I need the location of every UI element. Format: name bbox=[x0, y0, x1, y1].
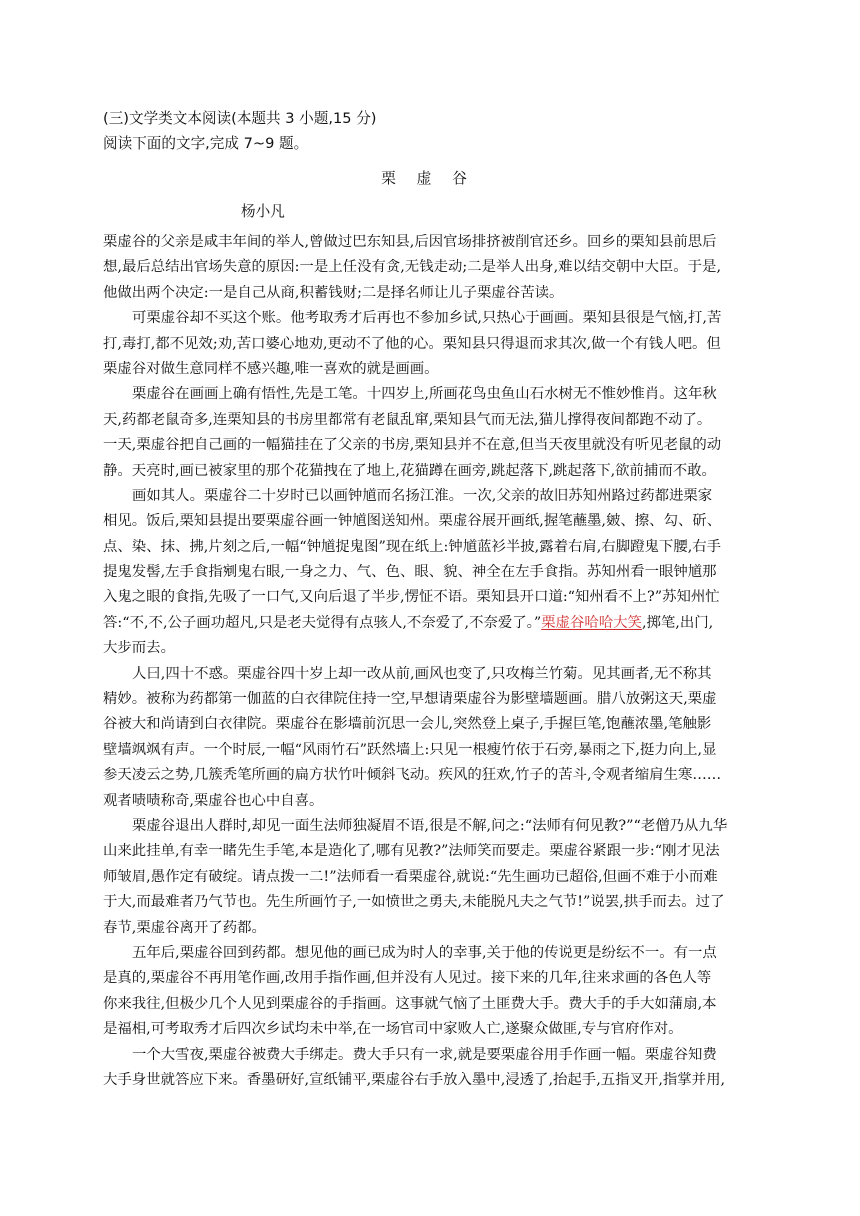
paragraph-line: 人曰,四十不惑。栗虚谷四十岁上却一改从前,画风也变了,只攻梅兰竹菊。见其画者,无不称其 bbox=[132, 665, 712, 682]
paragraph-line: 入鬼之眼的食指,先吸了一口气,又向后退了半步,愣怔不语。栗知县开口道:“知州看不上?”苏知州忙 bbox=[103, 589, 720, 606]
paragraph-line: 师皱眉,愚作定有破绽。请点拨一二!”法师看一看栗虚谷,就说:“先生画功已超俗,但画不难于小而难 bbox=[103, 868, 718, 885]
paragraph-line: 谷被大和尚请到白衣律院。栗虚谷在影墙前沉思一会儿,突然登上桌子,手握巨笔,饱蘸浓墨,笔触影 bbox=[103, 716, 712, 733]
paragraph-line: 静。天亮时,画已被家里的那个花猫拽在了地上,花猫蹲在画旁,跳起落下,跳起落下,欲前捕而不敢。 bbox=[103, 462, 716, 479]
paragraph-3 bbox=[103, 382, 753, 484]
paragraph-line-with-highlight bbox=[103, 611, 753, 636]
paragraph-1 bbox=[103, 230, 753, 306]
paragraph-line: 栗虚谷对做生意同样不感兴趣,唯一喜欢的就是画画。 bbox=[103, 360, 439, 377]
paragraph-line: 是福相,可考取秀才后四次乡试均未中举,在一场官司中家败人亡,遂聚众做匪,专与官府作对。 bbox=[103, 1021, 683, 1038]
paragraph-line: 栗虚谷退出人群时,却见一面生法师独凝眉不语,很是不解,问之:“法师有何见教?”“老僧乃从九华 bbox=[132, 817, 728, 834]
paragraph-5 bbox=[103, 662, 753, 814]
paragraph-line: 春节,栗虚谷离开了药都。 bbox=[103, 919, 266, 936]
instruction-text: 阅读下面的文字,完成 7~9 题。 bbox=[103, 135, 309, 152]
paragraph-line: 参天凌云之势,几簇秃笔所画的扁方状竹叶倾斜飞动。疾风的狂欢,竹子的苦斗,令观者缩肩生寒…… bbox=[103, 767, 722, 784]
story-title bbox=[103, 166, 753, 191]
author-name: 杨小凡 bbox=[241, 203, 285, 220]
paragraph-line: 相见。饭后,栗知县提出要栗虚谷画一钟馗图送知州。栗虚谷展开画纸,握笔蘸墨,皴、擦、勾、斫、 bbox=[103, 513, 722, 530]
paragraph-line: 大手身世就答应下来。香墨研好,宣纸铺平,栗虚谷右手放入墨中,浸透了,抬起手,五指叉开,指掌并用, bbox=[103, 1071, 726, 1088]
paragraph-line: 你来我往,但极少几个人见到栗虚谷的手指画。这事就气恼了土匪费大手。费大手的手大如蒲扇,本 bbox=[103, 995, 717, 1012]
section-title: (三)文学类文本阅读(本题共 3 小题,15 分) bbox=[103, 110, 377, 127]
paragraph-4 bbox=[103, 484, 753, 662]
paragraph-line: 天,药都老鼠奇多,连栗知县的书房里都常有老鼠乱窜,栗知县气而无法,猫儿撑得夜间都跑不动了。 bbox=[103, 411, 712, 428]
paragraph-line: 栗虚谷在画画上确有悟性,先是工笔。十四岁上,所画花鸟虫鱼山石水树无不惟妙惟肖。这年秋 bbox=[132, 386, 717, 403]
paragraph-line: 打,毒打,都不见效;劝,苦口婆心地劝,更动不了他的心。栗知县只得退而求其次,做一个有钱人吧。但 bbox=[103, 335, 721, 352]
highlighted-phrase: 栗虚谷哈哈大笑 bbox=[541, 614, 642, 631]
document-body bbox=[103, 106, 753, 1093]
paragraph-line: 于大,而最难者乃气节也。先生所画竹子,一如愤世之勇夫,未能脱凡夫之气节!”说罢,拱手而去。过了 bbox=[103, 894, 725, 911]
paragraph-line: 可栗虚谷却不买这个账。他考取秀才后再也不参加乡试,只热心于画画。栗知县很是气恼,打,苦 bbox=[132, 310, 722, 327]
paragraph-line-tail: ,掷笔,出门, bbox=[641, 614, 714, 631]
paragraph-line: 是真的,栗虚谷不再用笔作画,改用手指作画,但并没有人见过。接下来的几年,往来求画的各色人等 bbox=[103, 970, 712, 987]
paragraph-line: 一个大雪夜,栗虚谷被费大手绑走。费大手只有一求,就是要栗虚谷用手作画一幅。栗虚谷知费 bbox=[132, 1046, 717, 1063]
paragraph-line: 一天,栗虚谷把自己画的一幅猫挂在了父亲的书房,栗知县并不在意,但当天夜里就没有听见老鼠的动 bbox=[103, 437, 722, 454]
paragraph-line: 提鬼发髻,左手食指剜鬼右眼,一身之力、气、色、眼、貌、神全在左手食指。苏知州看一眼钟馗那 bbox=[103, 564, 717, 581]
paragraph-line: 五年后,栗虚谷回到药都。想见他的画已成为时人的幸事,关于他的传说更是纷纭不一。有一点 bbox=[132, 944, 717, 961]
paragraph-line: 山来此挂单,有幸一睹先生手笔,本是造化了,哪有见教?”法师笑而要走。栗虚谷紧跟一步:“刚才见法 bbox=[103, 843, 720, 860]
paragraph-line: 壁墙飒飒有声。一个时辰,一幅“风雨竹石”跃然墙上:只见一根瘦竹依于石旁,暴雨之下,挺力向上,显 bbox=[103, 741, 717, 758]
paragraph-6 bbox=[103, 814, 753, 941]
paragraph-line-text: 答:“不,不,公子画功超凡,只是老夫觉得有点骇人,不奈爱了,不奈爱了。” bbox=[103, 614, 542, 631]
paragraph-8 bbox=[103, 1043, 753, 1094]
paragraph-7 bbox=[103, 941, 753, 1043]
paragraph-line: 想,最后总结出官场失意的原因:一是上任没有贪,无钱走动;二是举人出身,难以结交朝中大臣。于是, bbox=[103, 259, 722, 276]
paragraph-line: 精妙。被称为药都第一伽蓝的白衣律院住持一空,早想请栗虚谷为影壁墙题画。腊八放粥这天,栗虚 bbox=[103, 691, 717, 708]
paragraph-line: 观者啧啧称奇,栗虚谷也心中自喜。 bbox=[103, 792, 324, 809]
paragraph-line: 他做出两个决定:一是自己从商,积蓄钱财;二是择名师让儿子栗虚谷苦读。 bbox=[103, 284, 564, 301]
paragraph-line: 栗虚谷的父亲是咸丰年间的举人,曾做过巴东知县,后因官场排挤被削官还乡。回乡的栗知县前思后 bbox=[103, 234, 717, 250]
paragraph-line: 大步而去。 bbox=[103, 640, 175, 657]
paragraph-2 bbox=[103, 306, 753, 382]
paragraph-line: 点、染、抹、拂,片刻之后,一幅“钟馗捉鬼图”现在纸上:钟馗蓝衫半披,露着右肩,右脚蹬鬼下腰,右手 bbox=[103, 538, 722, 555]
story-title-text: 栗 虚 谷 bbox=[381, 170, 475, 187]
paragraph-line: 画如其人。栗虚谷二十岁时已以画钟馗而名扬江淮。一次,父亲的故旧苏知州路过药都进栗家 bbox=[132, 487, 713, 504]
